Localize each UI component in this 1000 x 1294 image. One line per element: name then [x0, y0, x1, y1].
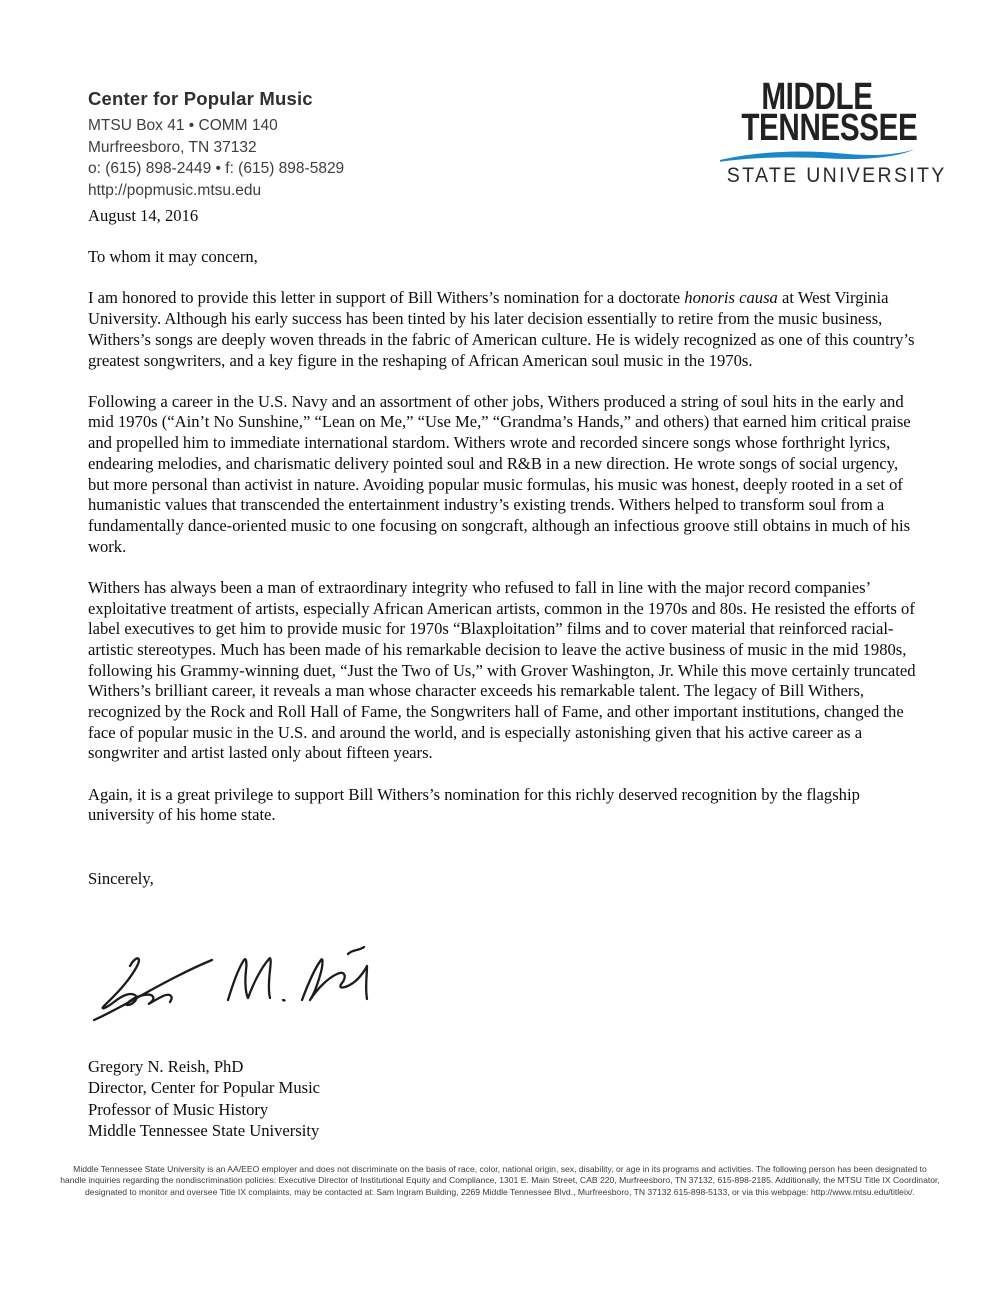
letter-closing: Sincerely,: [88, 869, 154, 889]
letter-paragraph: [88, 578, 918, 764]
letter-salutation: To whom it may concern,: [88, 247, 258, 267]
italic-text: honoris causa: [684, 288, 778, 308]
letterhead-department: Center for Popular Music: [88, 88, 313, 109]
letterhead: [88, 88, 344, 201]
footer-line-3: designated to monitor and oversee Title IX complaints, may be contacted at: Sam Ingram Building, 2269 Middle Tennessee Blvd., Murfreesboro, TN 37132 615-898-5133, or via this webpage: http://www.mtsu.edu/titleix/.: [85, 1186, 915, 1197]
letter-body: [88, 206, 918, 910]
signer-university: Middle Tennessee State University: [88, 1120, 320, 1140]
footer-line-2: handle inquiries regarding the nondiscrimination policies: Executive Director of Institutional Equity and Compliance, 1301 E. Main Street, CAB 220, Murfreesboro, TN 37132, 615-898-2185. Additionally, the MTSU Title IX Coordinator,: [60, 1175, 940, 1186]
letterhead-website: http://popmusic.mtsu.edu: [88, 181, 262, 199]
logo-wave-icon: [720, 147, 914, 162]
paragraph-text: Withers has always been a man of extraordinary integrity who refused to fall in line with the major record companies’ exploitative treatment of artists, especially African American artists, common in the 1970s and 80s. He resisted the efforts of label executives to get him to provide music for 1970s “Blaxploitation” films and to cover material that reinforced racial-artistic stereotypes. Much has been made of his remarkable decision to leave the active business of music in the mid 1980s, following his Grammy-winning duet, “Just the Two of Us,” with Grover Washington, Jr. While this move certainly truncated Withers’s brilliant career, it reveals a man whose character exceeds his remarkable talent. The legacy of Bill Withers, recognized by the Rock and Roll Hall of Fame, the Songwriters hall of Fame, and other important institutions, changed the face of popular music in the U.S. and around the world, and is especially astonishing given that his active career as a songwriter and artist lasted only about fifteen years.: [88, 577, 916, 763]
paragraph-text: I am honored to provide this letter in support of Bill Withers’s nomination for a doctorate: [88, 288, 685, 308]
paragraph-text: Again, it is a great privilege to support Bill Withers’s nomination for this richly deserved recognition by the flagship university of his home state.: [88, 784, 860, 825]
signer-title-professor: Professor of Music History: [88, 1099, 269, 1119]
signer-name: Gregory N. Reish, PhD: [88, 1057, 244, 1076]
paragraph-text: at West Virginia University. Although his early success has been tinted by his later decision essentially to retire from the music business, Withers’s songs are deeply woven threads in the fabric of American culture. He is widely recognized as one of this country’s greatest songwriters, and a key figure in the reshaping of African American soul music in the 1970s.: [88, 288, 915, 370]
letterhead-phone-fax: o: (615) 898-2449 • f: (615) 898-5829: [88, 160, 345, 177]
logo-tennessee-text: TENNESSEE: [741, 107, 918, 149]
letter-paragraph: [88, 785, 918, 826]
mtsu-logo: [720, 76, 947, 188]
letter-paragraph: [88, 288, 918, 371]
letter-paragraphs: [88, 288, 918, 826]
signature-block: [88, 1056, 320, 1141]
paragraph-text: Following a career in the U.S. Navy and an assortment of other jobs, Withers produced a string of soul hits in the early and mid 1970s (“Ain’t No Sunshine,” “Lean on Me,” “Use Me,” “Grandma’s Hands,” and others) that earned him critical praise and propelled him to immediate international stardom. Withers wrote and recorded sincere songs whose forthright lyrics, endearing melodies, and charismatic delivery pointed soul and R&B in a new direction. He wrote songs of social urgency, but more personal than activist in nature. Avoiding popular music formulas, his music was honest, deeply rooted in a set of humanistic values that transcended the entertainment industry’s existing trends. Withers helped to transform soul from a fundamentally dance-oriented music to one focusing on songcraft, although an infectious groove still obtains in much of his work.: [88, 391, 911, 556]
logo-middle-text: MIDDLE: [761, 76, 873, 118]
signature-icon: [90, 946, 380, 1034]
signer-title-director: Director, Center for Popular Music: [88, 1078, 321, 1098]
footer-line-1: Middle Tennessee State University is an AA/EEO employer and does not discriminate on the basis of race, color, national origin, sex, disability, or age in its programs and activities. The following person has been designated to: [73, 1164, 927, 1174]
letterhead-address-line1: MTSU Box 41 • COMM 140: [88, 117, 278, 134]
letter-date: August 14, 2016: [88, 206, 199, 225]
footer-disclaimer: [0, 1164, 1000, 1198]
letter-paragraph: [88, 392, 918, 558]
logo-state-university-text: STATE UNIVERSITY: [726, 164, 947, 187]
letterhead-address-line2: Murfreesboro, TN 37132: [88, 138, 257, 156]
